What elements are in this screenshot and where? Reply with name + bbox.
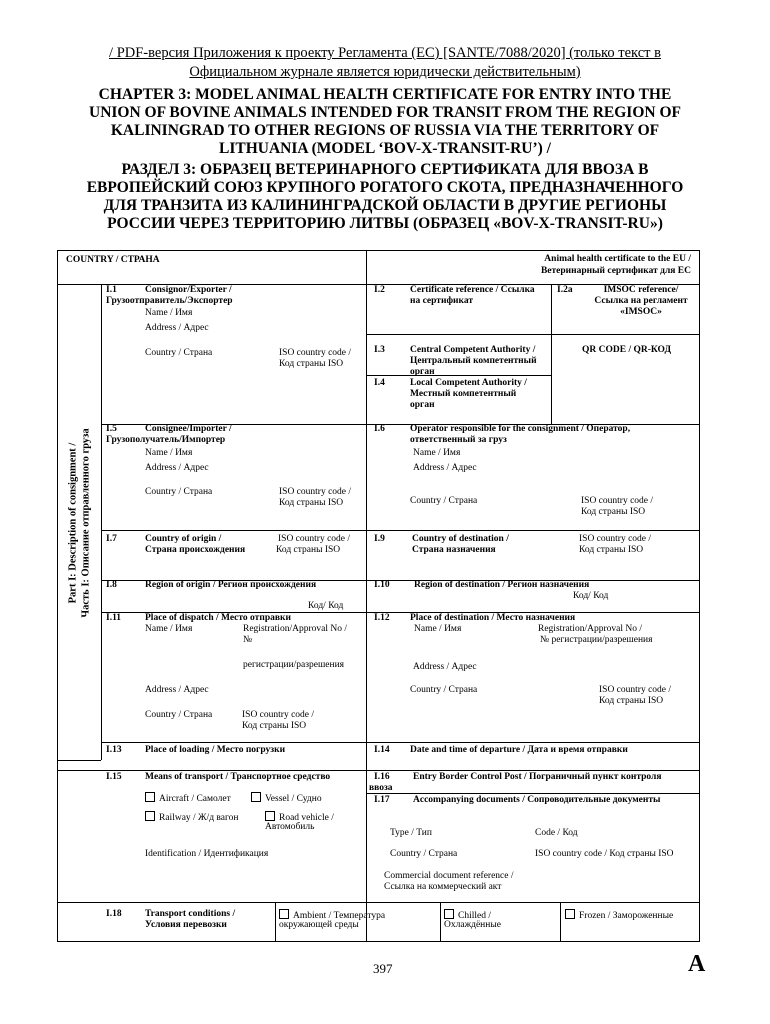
column-divider xyxy=(440,902,441,941)
document-code-label: Code / Код xyxy=(535,828,578,838)
part-label-en: Part I: Description of consignment / xyxy=(67,442,79,604)
local-authority-label-ru: Местный компетентный xyxy=(410,389,517,399)
local-authority-label-ru-2: орган xyxy=(410,400,435,410)
entry-border-post-label: Entry Border Control Post / Пограничный пункт контроля xyxy=(413,772,662,782)
country-field-label: Country / Страна xyxy=(145,710,213,720)
frozen-label: Frozen / Замороженные xyxy=(579,911,674,921)
row-divider xyxy=(101,530,699,531)
column-divider xyxy=(560,902,561,941)
iso-code-label: ISO country code / xyxy=(279,487,352,497)
document-type-label: Type / Тип xyxy=(390,828,432,838)
commercial-document-label-ru: Ссылка на коммерческий акт xyxy=(384,882,502,892)
row-divider xyxy=(58,902,699,903)
railway-option[interactable] xyxy=(145,811,238,825)
chilled-checkbox[interactable] xyxy=(444,909,454,919)
field-number: I.4 xyxy=(374,378,385,388)
certificate-form xyxy=(57,250,700,942)
chapter-title-en: CHAPTER 3: MODEL ANIMAL HEALTH CERTIFICATE FOR ENTRY INTO THE UNION OF BOVINE ANIMALS INTENDED FOR TRANSIT FROM THE REGION OF KALININGRAD TO OTHER REGIONS OF RUSSIA VIA THE TERRITORY OF LITHUANIA (MODEL ‘BOV-X-TRANSIT-RU’) / xyxy=(89,86,681,157)
iso-code-label: ISO country code / xyxy=(599,685,672,695)
field-number: I.14 xyxy=(374,745,390,755)
country-field-label: Country / Страна xyxy=(390,849,458,859)
central-authority-label-ru-2: орган xyxy=(410,367,435,377)
entry-border-post-label-2: ввоза xyxy=(369,783,393,793)
chilled-label: Chilled / xyxy=(458,911,491,921)
accompanying-documents-label: Accompanying documents / Сопроводительные документы xyxy=(413,795,661,805)
address-label: Address / Адрес xyxy=(413,662,477,672)
field-number: I.3 xyxy=(374,345,385,355)
address-label: Address / Адрес xyxy=(145,323,209,333)
iso-code-label-ru: Код страны ISO xyxy=(579,545,644,555)
country-label: COUNTRY / СТРАНА xyxy=(66,255,160,265)
address-label: Address / Адрес xyxy=(413,463,477,473)
certificate-type-en: Animal health certificate to the EU / xyxy=(544,254,691,264)
road-vehicle-checkbox[interactable] xyxy=(265,811,275,821)
registration-number-symbol: № xyxy=(243,635,253,645)
address-label: Address / Адрес xyxy=(145,685,209,695)
country-of-destination-label-ru: Страна назначения xyxy=(412,545,496,555)
vessel-option[interactable] xyxy=(251,792,322,806)
registration-number-label: Registration/Approval No / xyxy=(243,624,347,634)
row-divider xyxy=(366,334,699,335)
header-note: / PDF-версия Приложения к проекту Регламента (ЕС) [SANTE/7088/2020] (только текст в Официальном журнале является юридически действительным) xyxy=(109,45,661,80)
place-of-loading-label: Place of loading / Место погрузки xyxy=(145,745,286,755)
row-divider xyxy=(366,793,699,794)
name-label: Name / Имя xyxy=(145,308,193,318)
iso-code-label-ru: Код страны ISO xyxy=(242,721,307,731)
column-divider xyxy=(551,284,552,334)
annex-letter: A xyxy=(688,951,706,977)
iso-code-label: ISO country code / xyxy=(242,710,315,720)
iso-code-label-ru: Код страны ISO xyxy=(581,507,646,517)
column-divider xyxy=(366,251,367,284)
imsoc-reference-label: IMSOC reference/ xyxy=(603,285,679,295)
road-vehicle-label: Road vehicle / xyxy=(279,813,334,823)
qr-code-label: QR CODE / QR-КОД xyxy=(582,345,671,355)
imsoc-reference-label-ru-2: «IMSOC» xyxy=(620,307,662,317)
chilled-label-ru: Охлаждённые xyxy=(444,920,501,930)
row-divider xyxy=(58,770,699,771)
name-label: Name / Имя xyxy=(414,624,462,634)
vessel-checkbox[interactable] xyxy=(251,792,261,802)
ambient-checkbox[interactable] xyxy=(279,909,289,919)
field-number: I.1 xyxy=(106,285,117,295)
field-number: I.8 xyxy=(106,580,117,590)
iso-code-label: ISO country code / xyxy=(581,496,654,506)
commercial-document-label: Commercial document reference / xyxy=(384,871,514,881)
column-divider xyxy=(275,902,276,941)
local-authority-label: Local Competent Authority / xyxy=(410,378,527,388)
road-vehicle-label-ru: Автомобиль xyxy=(265,822,315,832)
field-number: I.13 xyxy=(106,745,122,755)
consignee-label-ru: Грузополучатель/Импортер xyxy=(106,435,226,445)
country-of-origin-label: Country of origin / xyxy=(145,534,222,544)
name-label: Name / Имя xyxy=(145,448,193,458)
row-divider xyxy=(101,742,699,743)
operator-label: Operator responsible for the consignment / Оператор, xyxy=(410,424,631,434)
column-divider xyxy=(101,284,102,760)
registration-number-label-ru: регистрации/разрешения xyxy=(243,660,345,670)
ambient-label: Ambient / Температура xyxy=(293,911,386,921)
part-label xyxy=(58,285,101,761)
name-label: Name / Имя xyxy=(145,624,193,634)
field-number: I.17 xyxy=(374,795,390,805)
iso-code-label-ru: Код страны ISO xyxy=(279,359,344,369)
certificate-type-ru: Ветеринарный сертификат для ЕС xyxy=(540,266,691,276)
field-number: I.18 xyxy=(106,909,122,919)
aircraft-label: Aircraft / Самолет xyxy=(159,794,231,804)
iso-code-label: ISO country code / xyxy=(278,534,351,544)
field-number: I.7 xyxy=(106,534,117,544)
iso-code-label-ru: Код страны ISO xyxy=(279,498,344,508)
consignor-label: Consignor/Exporter / xyxy=(145,285,232,295)
central-authority-label-ru: Центральный компетентный xyxy=(410,356,537,366)
registration-number-label-ru: № регистрации/разрешения xyxy=(540,635,653,645)
frozen-option[interactable] xyxy=(565,909,673,923)
field-number: I.9 xyxy=(374,534,385,544)
region-of-destination-label: Region of destination / Регион назначения xyxy=(414,580,590,590)
iso-code-label: ISO country code / xyxy=(279,348,352,358)
part-label-ru: Часть I: Описание отправленного груза xyxy=(80,428,92,618)
central-authority-label: Central Competent Authority / xyxy=(410,345,536,355)
column-divider xyxy=(551,334,552,424)
field-number: I.12 xyxy=(374,613,390,623)
railway-label: Railway / Ж/д вагон xyxy=(159,813,239,823)
region-code-label: Код/ Код xyxy=(308,601,344,611)
region-of-origin-label: Region of origin / Регион происхождения xyxy=(145,580,317,590)
region-code-label: Код/ Код xyxy=(573,591,609,601)
aircraft-checkbox[interactable] xyxy=(145,792,155,802)
page-number: 397 xyxy=(373,961,393,976)
certificate-reference-label-ru: на сертификат xyxy=(410,296,473,306)
country-of-destination-label: Country of destination / xyxy=(412,534,509,544)
field-number: I.10 xyxy=(374,580,390,590)
means-of-transport-label: Means of transport / Транспортное средство xyxy=(145,772,331,782)
transport-conditions-label: Transport conditions / xyxy=(145,909,236,919)
country-field-label: Country / Страна xyxy=(410,496,478,506)
country-field-label: Country / Страна xyxy=(410,685,478,695)
iso-code-label-ru: Код страны ISO xyxy=(599,696,664,706)
vessel-label: Vessel / Судно xyxy=(265,794,322,804)
field-number: I.6 xyxy=(374,424,385,434)
operator-label-ru: ответственный за груз xyxy=(410,435,507,445)
field-number: I.5 xyxy=(106,424,117,434)
place-of-destination-label: Place of destination / Место назначения xyxy=(410,613,576,623)
country-of-origin-label-ru: Страна происхождения xyxy=(145,545,246,555)
field-number: I.2 xyxy=(374,285,385,295)
iso-code-label: ISO country code / Код страны ISO xyxy=(535,849,674,859)
frozen-checkbox[interactable] xyxy=(565,909,575,919)
name-label: Name / Имя xyxy=(413,448,461,458)
field-number: I.15 xyxy=(106,772,122,782)
country-field-label: Country / Страна xyxy=(145,487,213,497)
aircraft-option[interactable] xyxy=(145,792,231,806)
imsoc-reference-label-ru: Ссылка на регламент xyxy=(594,296,688,306)
iso-code-label-ru: Код страны ISO xyxy=(276,545,341,555)
registration-number-label: Registration/Approval No / xyxy=(538,624,642,634)
address-label: Address / Адрес xyxy=(145,463,209,473)
field-number: I.2a xyxy=(557,285,573,295)
ambient-label-ru: окружающей среды xyxy=(279,920,359,930)
consignor-label-ru: Грузоотправитель/Экспортер xyxy=(106,296,233,306)
country-field-label: Country / Страна xyxy=(145,348,213,358)
consignee-label: Consignee/Importer / xyxy=(145,424,232,434)
field-number: I.16 xyxy=(374,772,390,782)
departure-date-label: Date and time of departure / Дата и время отправки xyxy=(410,745,628,755)
chapter-title-ru: РАЗДЕЛ 3: ОБРАЗЕЦ ВЕТЕРИНАРНОГО СЕРТИФИКАТА ДЛЯ ВВОЗА В ЕВРОПЕЙСКИЙ СОЮЗ КРУПНОГО РОГАТОГО СКОТА, ПРЕДНАЗНАЧЕННОГО ДЛЯ ТРАНЗИТА ИЗ КАЛИНИНГРАДСКОЙ ОБЛАСТИ В ДРУГИЕ РЕГИОНЫ РОССИИ ЧЕРЕЗ ТЕРРИТОРИЮ ЛИТВЫ (ОБРАЗЕЦ «BOV-X-TRANSIT-RU») xyxy=(86,161,684,232)
transport-conditions-label-ru: Условия перевозки xyxy=(145,920,227,930)
certificate-reference-label: Certificate reference / Ссылка xyxy=(410,285,535,295)
railway-checkbox[interactable] xyxy=(145,811,155,821)
iso-code-label: ISO country code / xyxy=(579,534,652,544)
row-divider xyxy=(366,375,551,376)
identification-label: Identification / Идентификация xyxy=(145,849,269,859)
field-number: I.11 xyxy=(106,613,122,623)
place-of-dispatch-label: Place of dispatch / Место отправки xyxy=(145,613,291,623)
